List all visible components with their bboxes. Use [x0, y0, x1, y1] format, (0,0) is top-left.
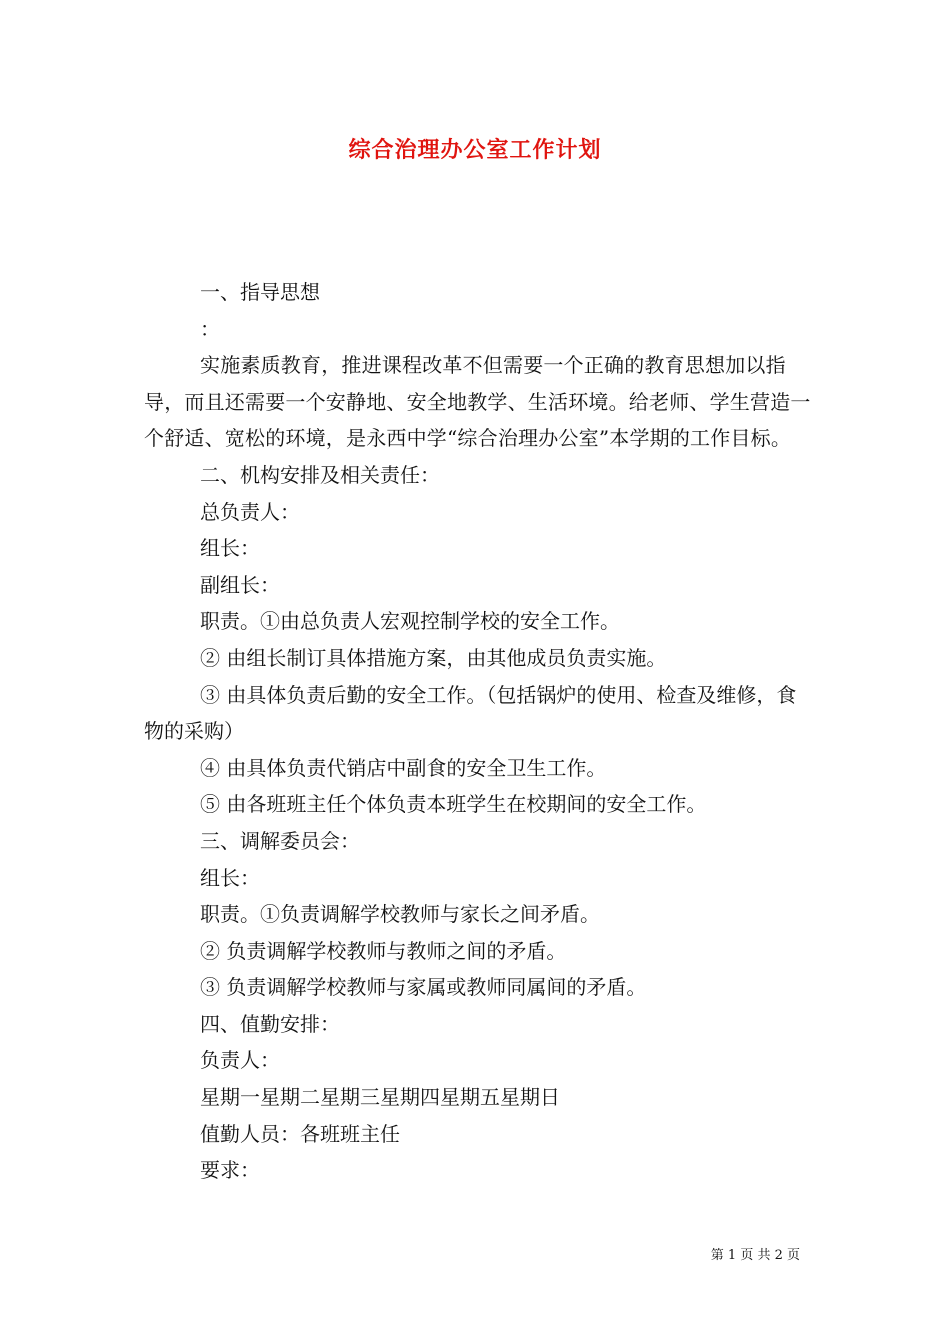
paragraph-duty-3: ③ 由具体负责后勤的安全工作。（包括锅炉的使用、检查及维修，食物的采购）	[144, 682, 797, 744]
paragraph-duty-1: 职责。①由总负责人宏观控制学校的安全工作。	[200, 609, 620, 634]
document-body	[144, 274, 816, 1189]
paragraph-group-leader: 组长：	[200, 536, 260, 561]
paragraph-requirements: 要求：	[200, 1158, 260, 1183]
section-heading-mediation: 三、调解委员会：	[200, 828, 360, 853]
document-title: 综合治理办公室工作计划	[348, 137, 602, 163]
paragraph-general-leader: 总负责人：	[200, 499, 300, 524]
page-number-footer: 第 1 页 共 2 页	[710, 1248, 800, 1263]
paragraph-duty-5: ⑤ 由各班班主任个体负责本班学生在校期间的安全工作。	[200, 792, 707, 817]
section-heading-organization: 二、机构安排及相关责任：	[200, 462, 440, 487]
paragraph-mediation-leader: 组长：	[200, 865, 260, 890]
paragraph-duty-4: ④ 由具体负责代销店中副食的安全卫生工作。	[200, 755, 607, 780]
paragraph-duty-staff: 值勤人员：各班班主任	[200, 1121, 400, 1146]
paragraph-duty-2: ② 由组长制订具体措施方案，由其他成员负责实施。	[200, 645, 667, 670]
paragraph-colon: ：	[200, 316, 220, 341]
paragraph-deputy-leader: 副组长：	[200, 572, 280, 597]
section-heading-guiding-thought: 一、指导思想	[200, 280, 320, 304]
paragraph-mediation-duty-1: 职责。①负责调解学校教师与家长之间矛盾。	[200, 902, 600, 927]
paragraph-duty-responsible: 负责人：	[200, 1048, 280, 1073]
paragraph-mediation-duty-3: ③ 负责调解学校教师与家属或教师同属间的矛盾。	[200, 975, 647, 1000]
paragraph-guiding-thought-text: 实施素质教育，推进课程改革不但需要一个正确的教育思想加以指导，而且还需要一个安静地、安全地教学、生活环境。给老师、学生营造一个舒适、宽松的环境，是永西中学“综合治理办公室”本学期的工作目标。	[144, 353, 811, 451]
paragraph-weekdays: 星期一星期二星期三星期四星期五星期日	[200, 1085, 560, 1110]
section-heading-duty-schedule: 四、值勤安排：	[200, 1011, 340, 1036]
paragraph-mediation-duty-2: ② 负责调解学校教师与教师之间的矛盾。	[200, 938, 567, 963]
